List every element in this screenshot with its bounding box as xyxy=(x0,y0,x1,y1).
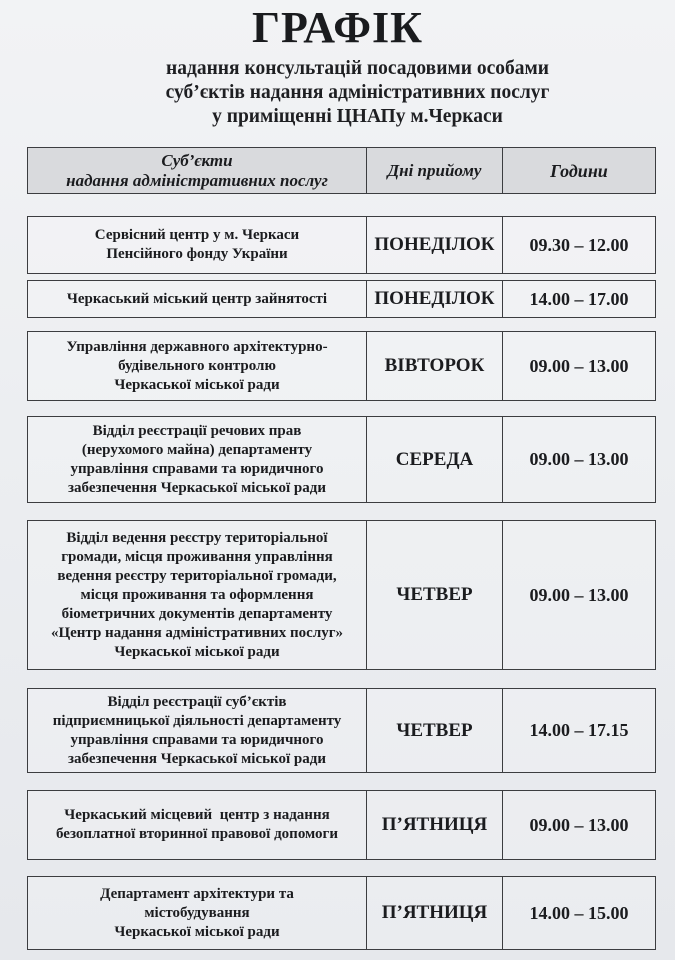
subject-line: Черкаської міської ради xyxy=(114,643,280,660)
hours-cell: 09.00 – 13.00 xyxy=(529,584,629,605)
subject-cell xyxy=(28,877,367,949)
day-cell: ЧЕТВЕР xyxy=(367,689,503,772)
subject-line: підприємницької діяльності департаменту xyxy=(52,712,342,729)
table-row xyxy=(27,876,656,950)
column-header-days: Дні прийому xyxy=(367,148,503,193)
subtitle-line: надання консультацій посадовими особами xyxy=(165,58,550,79)
column-header-hours: Години xyxy=(550,160,608,181)
day-cell: СЕРЕДА xyxy=(367,417,503,502)
subject-line: Черкаський місцевий центр з надання xyxy=(64,807,330,823)
subject-line: біометричних документів департаменту xyxy=(61,605,333,622)
subject-line: управління справами та юридичного xyxy=(70,460,324,477)
subject-line: Департамент архітектури та xyxy=(100,885,294,902)
column-header-line: Суб’єкти xyxy=(161,150,233,170)
hours-cell: 14.00 – 17.00 xyxy=(529,288,629,309)
table-row xyxy=(27,688,656,773)
hours-cell: 09.00 – 13.00 xyxy=(529,355,629,376)
subject-cell xyxy=(28,689,367,772)
subject-line: безоплатної вторинної правової допомоги xyxy=(55,826,339,842)
subject-cell xyxy=(28,791,367,859)
subject-line: містобудування xyxy=(144,904,250,921)
day-cell: ПОНЕДІЛОК xyxy=(367,281,503,317)
subject-line: забезпечення Черкаської міської ради xyxy=(68,479,326,496)
subject-line: Сервісний центр у м. Черкаси xyxy=(94,227,300,243)
day-cell: П’ЯТНИЦЯ xyxy=(367,791,503,859)
subject-line: Черкаської міської ради xyxy=(114,923,280,940)
table-row xyxy=(27,520,656,670)
subject-cell xyxy=(28,521,367,669)
subject-line: Відділ реєстрації суб’єктів xyxy=(107,693,287,710)
column-header-line: надання адміністративних послуг xyxy=(66,170,328,190)
subject-line: Черкаської міської ради xyxy=(114,376,280,393)
table-row xyxy=(27,416,656,503)
subject-line: управління справами та юридичного xyxy=(70,731,324,748)
subtitle-line: суб’єктів надання адміністративних послуг xyxy=(165,82,550,103)
table-row xyxy=(27,280,656,318)
hours-cell: 14.00 – 15.00 xyxy=(529,902,629,923)
day-cell: ВІВТОРОК xyxy=(367,332,503,400)
day-cell: ПОНЕДІЛОК xyxy=(367,217,503,273)
subject-line: будівельного контролю xyxy=(118,357,276,374)
subject-line: Пенсійного фонду України xyxy=(106,246,288,262)
hours-cell: 09.00 – 13.00 xyxy=(529,814,629,835)
subject-line: забезпечення Черкаської міської ради xyxy=(68,750,326,767)
table-row xyxy=(27,216,656,274)
subject-line: громади, місця проживання управління xyxy=(61,548,333,565)
subject-cell xyxy=(28,417,367,502)
hours-cell: 09.00 – 13.00 xyxy=(529,449,629,469)
subject-line: «Центр надання адміністративних послуг» xyxy=(50,624,344,641)
table-header-row xyxy=(27,147,656,194)
subject-cell xyxy=(28,217,367,273)
subject-line: ведення реєстру територіальної громади, xyxy=(57,567,337,584)
table-row xyxy=(27,331,656,401)
subject-line: місця проживання та оформлення xyxy=(80,586,314,603)
table-row xyxy=(27,790,656,860)
hours-cell: 14.00 – 17.15 xyxy=(529,720,629,740)
subject-cell xyxy=(28,281,367,317)
subject-line: Відділ реєстрації речових прав xyxy=(92,422,302,439)
document-title: ГРАФІК xyxy=(251,3,424,52)
day-cell: П’ЯТНИЦЯ xyxy=(367,877,503,949)
subtitle-line: у приміщенні ЦНАПу м.Черкаси xyxy=(212,106,503,127)
subject-cell xyxy=(28,332,367,400)
subject-line: Черкаський міський центр зайнятості xyxy=(66,290,328,307)
subject-line: Відділ ведення реєстру територіальної xyxy=(66,529,328,546)
subject-line: (нерухомого майна) департаменту xyxy=(81,441,313,458)
subject-line: Управління державного архітектурно- xyxy=(66,338,328,355)
column-header-subjects xyxy=(28,148,367,193)
day-cell: ЧЕТВЕР xyxy=(367,521,503,669)
hours-cell: 09.30 – 12.00 xyxy=(529,234,629,255)
